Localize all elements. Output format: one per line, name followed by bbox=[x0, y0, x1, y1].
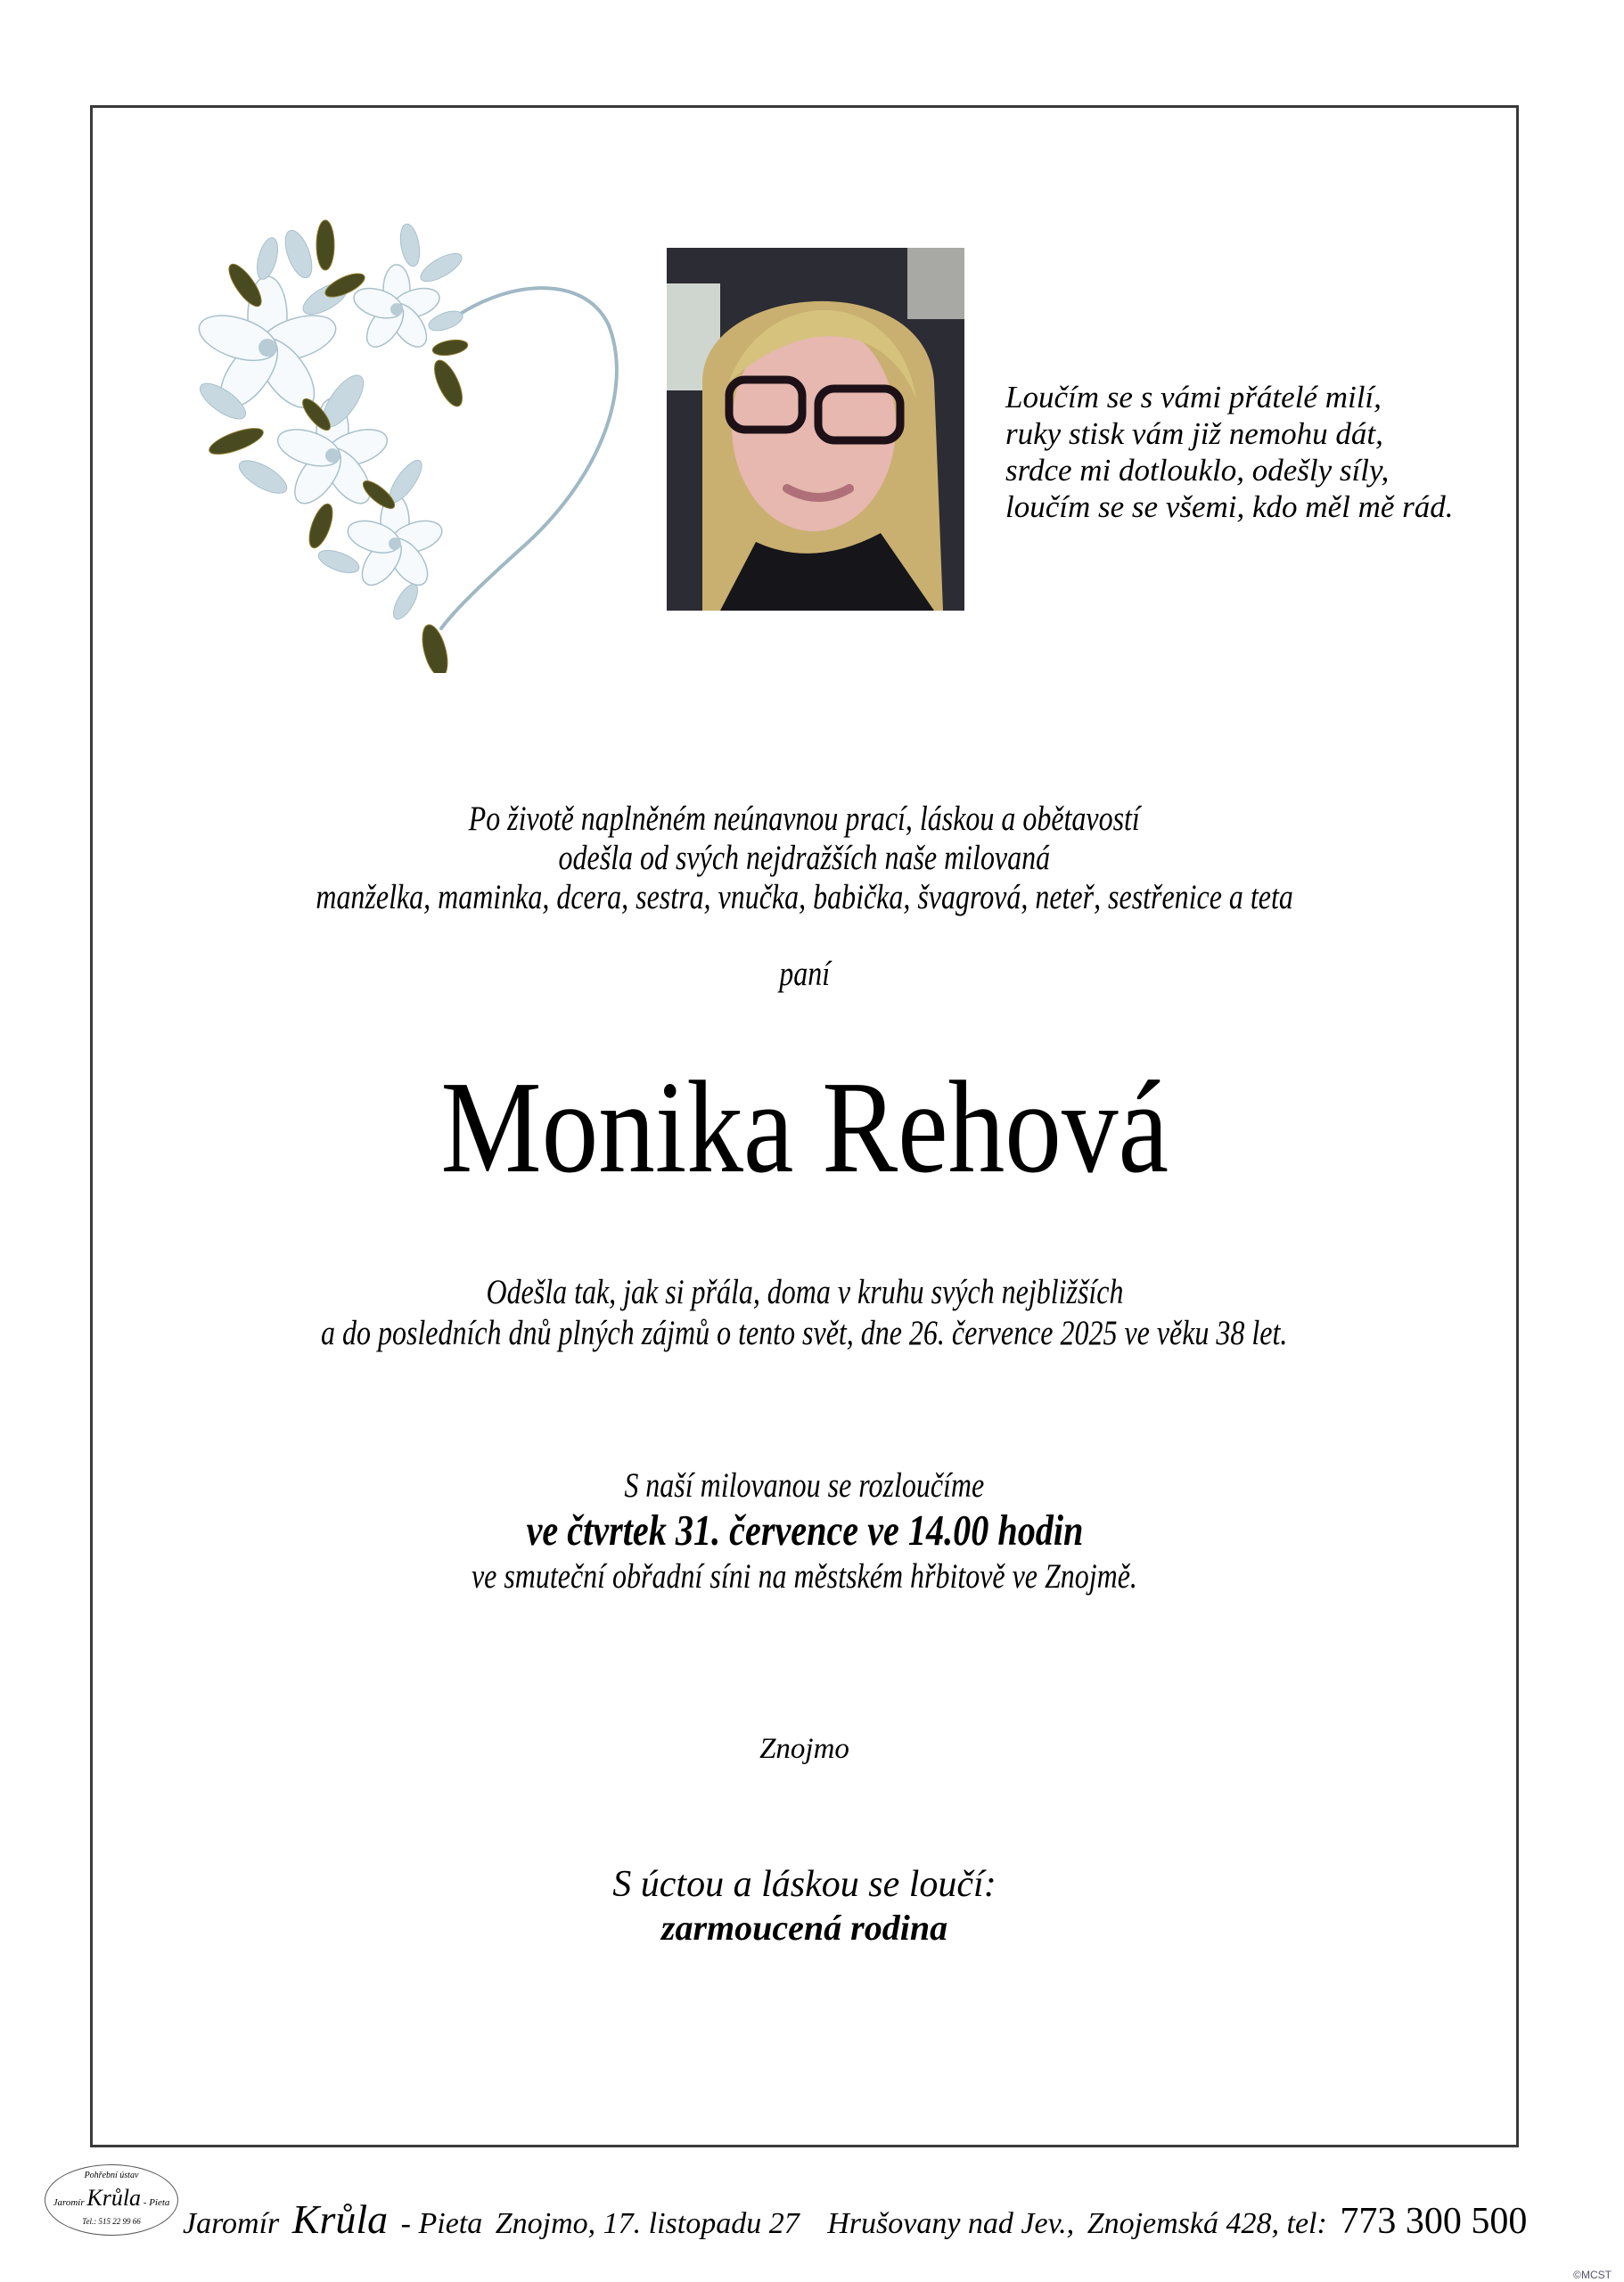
signature-lead: S úctou a láskou se loučí: bbox=[612, 1864, 997, 1905]
signature-family: zarmoucená rodina bbox=[660, 1908, 948, 1948]
ceremony-datetime-text: ve čtvrtek 31. července ve 14.00 hodin bbox=[526, 1506, 1083, 1555]
ceremony-lead-text: S naší milovanou se rozloučíme bbox=[624, 1466, 985, 1505]
heart-outline bbox=[441, 288, 617, 628]
logo-phone: Tel.: 515 22 99 66 bbox=[82, 2217, 141, 2226]
footer-first-name: Jaromír bbox=[183, 2207, 280, 2240]
ceremony-lead bbox=[90, 1466, 1519, 1506]
logo-name bbox=[45, 2185, 177, 2212]
honorific bbox=[90, 955, 1519, 994]
death-line: a do posledních dnů plných zájmů o tento svět, dne 26. července 2025 ve věku 38 let. bbox=[321, 1314, 1288, 1352]
watermark: ©MCST bbox=[1573, 2269, 1612, 2281]
portrait-photo-image bbox=[667, 248, 964, 611]
ceremony-datetime bbox=[90, 1506, 1519, 1555]
footer-address-znojmo: Znojmo, 17. listopadu 27 bbox=[495, 2207, 800, 2240]
flower bbox=[344, 495, 447, 592]
poem-line: ruky stisk vám již nemohu dát, bbox=[1005, 416, 1383, 451]
portrait-photo bbox=[667, 248, 964, 611]
honorific-text: paní bbox=[779, 955, 830, 993]
death-notice bbox=[90, 1272, 1519, 1354]
poem-line: srdce mi dotlouklo, odešly síly, bbox=[1005, 453, 1390, 488]
footer-address-hrusovany-street: Znojemská 428, tel: bbox=[1087, 2207, 1327, 2240]
ceremony-place-text: ve smuteční obřadní síni na městském hřbitově ve Znojmě. bbox=[472, 1557, 1137, 1596]
intro-line: odešla od svých nejdražších naše milovaná bbox=[558, 839, 1051, 877]
footer-address-hrusovany-town: Hrušovany nad Jev., bbox=[827, 2207, 1075, 2240]
funeral-home-footer bbox=[183, 2196, 1532, 2244]
poem-line: Loučím se s vámi přátelé milí, bbox=[1005, 380, 1382, 415]
intro-line: manželka, maminka, dcera, sestra, vnučka, babička, švagrová, neteř, sestřenice a teta bbox=[316, 878, 1293, 916]
farewell-poem bbox=[1005, 379, 1454, 525]
footer-suffix: - Pieta bbox=[400, 2207, 483, 2240]
logo-first-name: Jaromír bbox=[53, 2197, 85, 2208]
deceased-name-text: Monika Rehová bbox=[440, 1055, 1169, 1201]
logo-suffix: - Pieta bbox=[143, 2197, 170, 2208]
deceased-name bbox=[90, 1055, 1519, 1201]
funeral-home-logo bbox=[45, 2164, 178, 2236]
ceremony-place bbox=[90, 1557, 1519, 1597]
intro-text bbox=[90, 800, 1519, 917]
footer-surname: Krůla bbox=[291, 2196, 389, 2242]
logo-surname: Krůla bbox=[86, 2185, 142, 2211]
floral-heart-ornament bbox=[183, 209, 619, 673]
poem-line: loučím se se všemi, kdo měl mě rád. bbox=[1005, 489, 1454, 524]
logo-top-text: Pohřební ústav bbox=[84, 2171, 139, 2180]
death-line: Odešla tak, jak si přála, doma v kruhu svých nejbližších bbox=[485, 1273, 1123, 1311]
intro-line: Po životě naplněném neúnavnou prací, láskou a obětavostí bbox=[468, 800, 1141, 838]
footer-phone: 773 300 500 bbox=[1340, 2201, 1528, 2242]
location: Znojmo bbox=[759, 1733, 849, 1765]
